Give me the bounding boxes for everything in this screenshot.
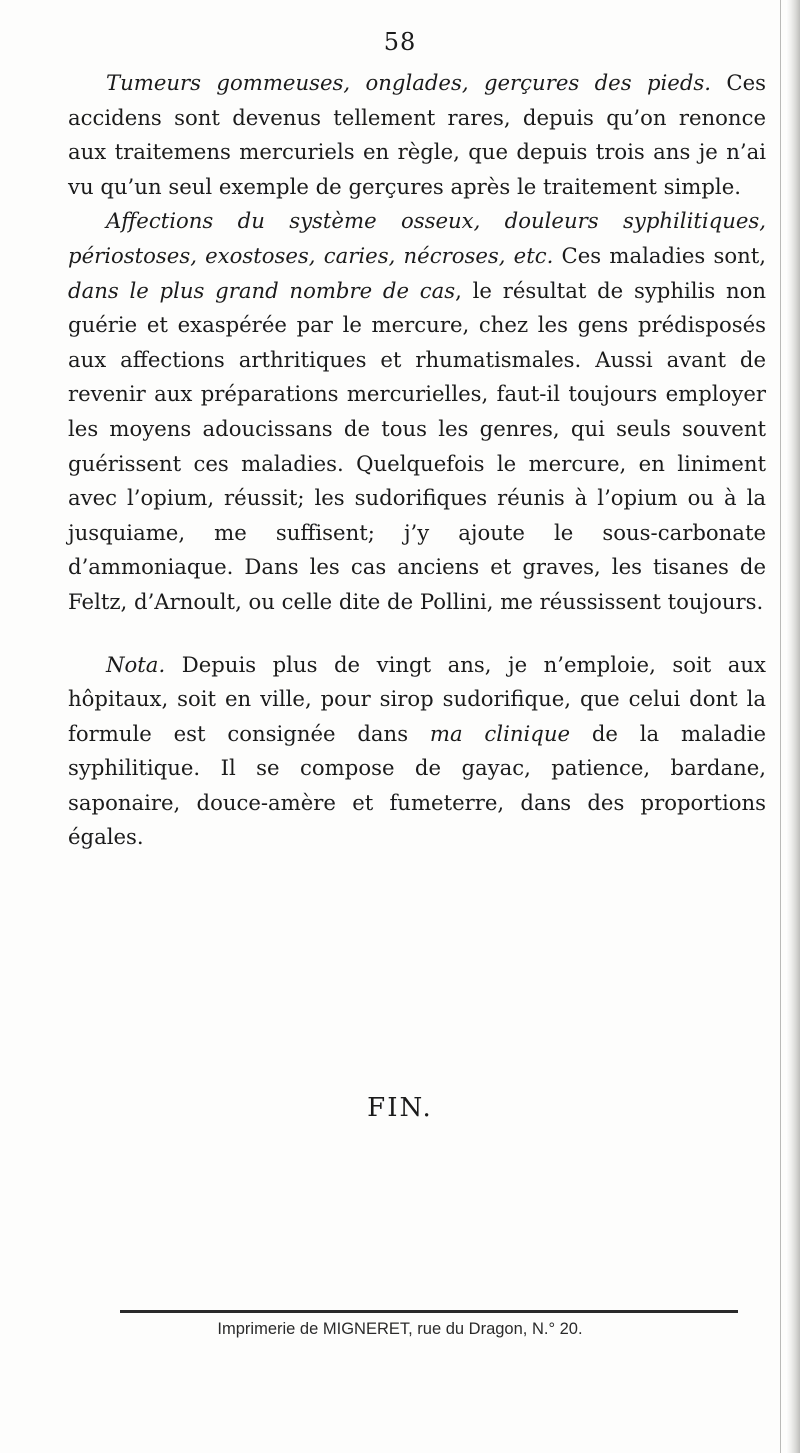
- text-nota-2: de la maladie syphilitique. Il se compose de gayac, patience, bardane, saponaire, douce-amère et fumeterre, dans des proportions égales.: [68, 720, 767, 850]
- body-text: [68, 66, 766, 855]
- page-edge-line: [780, 0, 781, 1453]
- page-number: 58: [383, 28, 417, 56]
- emphasis-grand-nombre: dans le plus grand nombre de cas: [68, 277, 456, 303]
- paragraph-tumeurs: [68, 66, 766, 204]
- emphasis-ma-clinique: ma clinique: [429, 720, 571, 746]
- paragraph-nota: [68, 648, 766, 856]
- text-affections-2: , le résultat de syphilis non guérie et exaspérée par le mercure, chez les gens prédisposés aux affections arthritiques et rhumatismales. Aussi avant de revenir aux préparations mercurielles, faut-il toujours employer les moyens adoucissans de tous les genres, qui seuls souvent guérissent ces maladies. Quelquefois le mercure, en liniment avec l’opium, réussit; les sudorifiques réunis à l’opium ou à la jusquiame, me suffisent; j’y ajoute le sous-carbonate d’ammoniaque. Dans les cas anciens et graves, les tisanes de Feltz, d’Arnoult, ou celle dite de Pollini, me réussissent toujours.: [68, 277, 767, 614]
- heading-tumeurs: Tumeurs gommeuses, onglades, gerçures des pieds.: [106, 70, 711, 95]
- heading-nota: Nota.: [106, 651, 166, 677]
- imprint-line: Imprimerie de MIGNERET, rue du Dragon, N.° 20.: [217, 1320, 583, 1338]
- heading-affections: Affections du système osseux, douleurs syphilitiques, périostoses, exostoses, caries, nécroses, etc.: [68, 208, 766, 268]
- end-mark: FIN.: [367, 1093, 433, 1123]
- imprint-rule: [120, 1310, 738, 1313]
- paragraph-affections: [68, 204, 766, 619]
- page-edge-shadow: [786, 0, 800, 1453]
- text-affections-1: Ces maladies sont,: [553, 242, 767, 268]
- text-nota-1: Depuis plus de vingt ans, je n’emploie, soit aux hôpitaux, soit en ville, pour sirop sudorifique, que celui dont la formule est consignée dans: [68, 651, 766, 746]
- text-tumeurs: Ces accidens sont devenus tellement rares, depuis qu’on renonce aux traitemens mercuriels en règle, que depuis trois ans je n’ai vu qu’un seul exemple de gerçures après le traitement simple.: [68, 70, 766, 199]
